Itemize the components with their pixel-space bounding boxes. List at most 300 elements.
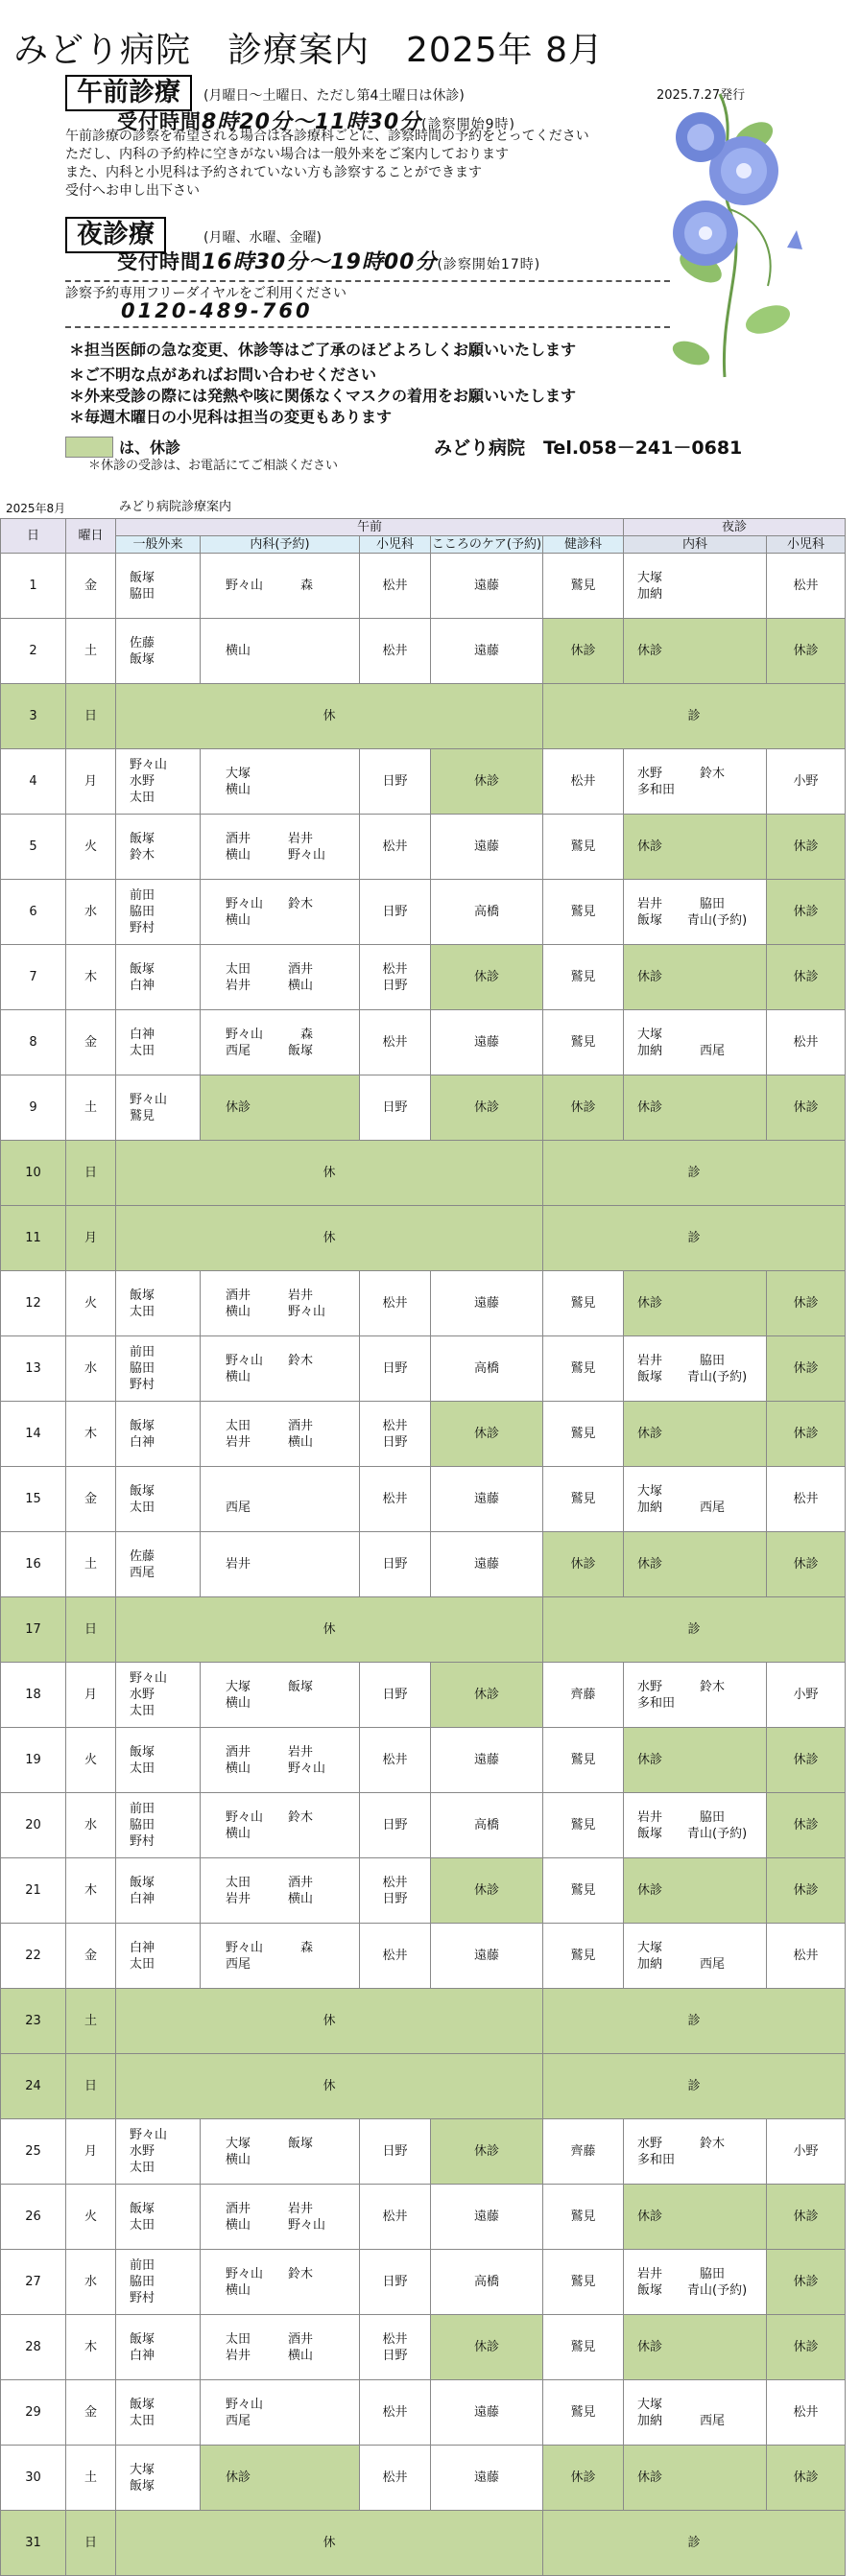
day-cell: 25 bbox=[1, 2119, 66, 2185]
weekday-cell: 日 bbox=[66, 1141, 116, 1206]
day-cell: 1 bbox=[1, 554, 66, 619]
day-cell: 16 bbox=[1, 1532, 66, 1597]
checkup-cell: 鷲見 bbox=[543, 815, 624, 880]
header-general: 一般外来 bbox=[116, 536, 201, 554]
evening-pediatrics-cell: 休診 bbox=[767, 1336, 846, 1402]
mental-cell: 遠藤 bbox=[431, 1467, 543, 1532]
evening-internal-cell: 休診 bbox=[624, 815, 767, 880]
checkup-cell: 松井 bbox=[543, 749, 624, 815]
checkup-cell: 鷲見 bbox=[543, 945, 624, 1010]
checkup-cell: 鷲見 bbox=[543, 1728, 624, 1793]
mental-cell: 遠藤 bbox=[431, 2446, 543, 2511]
day-cell: 24 bbox=[1, 2054, 66, 2119]
day-cell: 23 bbox=[1, 1989, 66, 2054]
holiday-cell: 診 bbox=[543, 684, 846, 749]
table-row bbox=[1, 554, 846, 619]
weekday-cell: 月 bbox=[66, 2119, 116, 2185]
evening-internal-cell: 大塚 加納 西尾 bbox=[624, 2380, 767, 2446]
day-cell: 29 bbox=[1, 2380, 66, 2446]
weekday-cell: 金 bbox=[66, 1924, 116, 1989]
day-cell: 9 bbox=[1, 1075, 66, 1141]
evening-pediatrics-cell: 休診 bbox=[767, 1075, 846, 1141]
checkup-cell: 鷲見 bbox=[543, 2380, 624, 2446]
day-cell: 7 bbox=[1, 945, 66, 1010]
month-title: 2025年 8月 bbox=[406, 31, 604, 70]
evening-internal-cell: 岩井 脇田 飯塚 青山(予約) bbox=[624, 1793, 767, 1858]
holiday-cell: 診 bbox=[543, 2511, 846, 2576]
table-row bbox=[1, 2380, 846, 2446]
header-mental-care: こころのケア(予約) bbox=[431, 537, 542, 552]
header-internal-reserved: 内科(予約) bbox=[201, 536, 360, 554]
evening-pediatrics-cell: 休診 bbox=[767, 1858, 846, 1924]
evening-internal-cell: 休診 bbox=[624, 945, 767, 1010]
weekday-cell: 金 bbox=[66, 2380, 116, 2446]
table-row bbox=[1, 1075, 846, 1141]
holiday-cell: 休 bbox=[116, 1989, 543, 2054]
pediatrics-cell: 日野 bbox=[360, 2250, 431, 2315]
weekday-cell: 金 bbox=[66, 1010, 116, 1075]
header-section bbox=[0, 0, 860, 515]
weekday-cell: 日 bbox=[66, 684, 116, 749]
pediatrics-cell: 松井 bbox=[360, 2185, 431, 2250]
weekday-cell: 月 bbox=[66, 749, 116, 815]
issued-date: 2025.7.27発行 bbox=[657, 88, 746, 103]
weekday-cell: 火 bbox=[66, 1728, 116, 1793]
day-cell: 2 bbox=[1, 619, 66, 684]
evening-internal-cell: 休診 bbox=[624, 2446, 767, 2511]
general-cell: 飯塚 脇田 bbox=[116, 554, 201, 619]
checkup-cell: 鷲見 bbox=[543, 1924, 624, 1989]
pediatrics-cell: 日野 bbox=[360, 1336, 431, 1402]
checkup-cell: 鷲見 bbox=[543, 1858, 624, 1924]
internal-cell: 野々山 鈴木 横山 bbox=[201, 2250, 360, 2315]
weekday-cell: 日 bbox=[66, 2054, 116, 2119]
holiday-cell: 休 bbox=[116, 2511, 543, 2576]
general-cell: 前田 脇田 野村 bbox=[116, 1793, 201, 1858]
table-row bbox=[1, 619, 846, 684]
weekday-cell: 土 bbox=[66, 1075, 116, 1141]
internal-cell: 大塚 横山 bbox=[201, 749, 360, 815]
header-dow: 曜日 bbox=[66, 519, 116, 554]
evening-internal-cell: 大塚 加納 西尾 bbox=[624, 1010, 767, 1075]
checkup-cell: 鷲見 bbox=[543, 1467, 624, 1532]
mental-cell: 遠藤 bbox=[431, 554, 543, 619]
general-cell: 飯塚 白神 bbox=[116, 945, 201, 1010]
weekday-cell: 火 bbox=[66, 2185, 116, 2250]
weekday-cell: 木 bbox=[66, 945, 116, 1010]
internal-cell: 岩井 bbox=[201, 1532, 360, 1597]
general-cell: 飯塚 太田 bbox=[116, 1271, 201, 1336]
mental-cell: 遠藤 bbox=[431, 1271, 543, 1336]
holiday-cell: 診 bbox=[543, 2054, 846, 2119]
evening-internal-cell: 休診 bbox=[624, 2315, 767, 2380]
internal-cell: 横山 bbox=[201, 619, 360, 684]
table-row bbox=[1, 1141, 846, 1206]
note-1: ＊担当医師の急な変更、休診等はご了承のほどよろしくお願いいたします bbox=[69, 341, 577, 359]
internal-cell: 野々山 森 bbox=[201, 554, 360, 619]
general-cell: 白神 太田 bbox=[116, 1010, 201, 1075]
internal-cell: 太田 酒井 岩井 横山 bbox=[201, 2315, 360, 2380]
schedule-table bbox=[0, 518, 846, 2576]
holiday-cell: 診 bbox=[543, 1206, 846, 1271]
checkup-cell: 鷲見 bbox=[543, 2315, 624, 2380]
schedule-body bbox=[1, 554, 846, 2576]
day-cell: 31 bbox=[1, 2511, 66, 2576]
evening-pediatrics-cell: 休診 bbox=[767, 945, 846, 1010]
pediatrics-cell: 日野 bbox=[360, 1075, 431, 1141]
clinic-name: みどり病院 bbox=[13, 31, 192, 70]
evening-internal-cell: 岩井 脇田 飯塚 青山(予約) bbox=[624, 2250, 767, 2315]
mental-cell: 休診 bbox=[431, 1402, 543, 1467]
evening-pediatrics-cell: 松井 bbox=[767, 1924, 846, 1989]
evening-pediatrics-cell: 小野 bbox=[767, 1663, 846, 1728]
mental-cell: 高橋 bbox=[431, 2250, 543, 2315]
general-cell: 野々山 鷲見 bbox=[116, 1075, 201, 1141]
pediatrics-cell: 日野 bbox=[360, 749, 431, 815]
evening-internal-cell: 休診 bbox=[624, 1728, 767, 1793]
table-row bbox=[1, 2185, 846, 2250]
day-cell: 18 bbox=[1, 1663, 66, 1728]
evening-pediatrics-cell: 休診 bbox=[767, 1793, 846, 1858]
evening-pediatrics-cell: 小野 bbox=[767, 749, 846, 815]
pediatrics-cell: 松井 bbox=[360, 2380, 431, 2446]
general-cell: 飯塚 鈴木 bbox=[116, 815, 201, 880]
section-title: 診療案内 bbox=[227, 31, 370, 70]
checkup-cell: 鷲見 bbox=[543, 2185, 624, 2250]
header-day: 日 bbox=[1, 519, 66, 554]
evening-internal-cell: 大塚 加納 西尾 bbox=[624, 1924, 767, 1989]
evening-pediatrics-cell: 松井 bbox=[767, 1010, 846, 1075]
mental-cell: 遠藤 bbox=[431, 619, 543, 684]
table-row bbox=[1, 1728, 846, 1793]
weekday-cell: 水 bbox=[66, 1793, 116, 1858]
evening-internal-cell: 休診 bbox=[624, 619, 767, 684]
mental-cell: 遠藤 bbox=[431, 1010, 543, 1075]
evening-pediatrics-cell: 松井 bbox=[767, 554, 846, 619]
contact-phone: みどり病院 Tel.058－241－0681 bbox=[434, 437, 743, 459]
mental-cell: 休診 bbox=[431, 1075, 543, 1141]
mental-cell: 高橋 bbox=[431, 1336, 543, 1402]
header-pediatrics: 小児科 bbox=[360, 536, 431, 554]
weekday-cell: 日 bbox=[66, 1597, 116, 1663]
evening-pediatrics-cell: 休診 bbox=[767, 2185, 846, 2250]
table-row bbox=[1, 2315, 846, 2380]
checkup-cell: 休診 bbox=[543, 2446, 624, 2511]
internal-cell: 酒井 岩井 横山 野々山 bbox=[201, 1271, 360, 1336]
holiday-cell: 休 bbox=[116, 1206, 543, 1271]
evening-internal-cell: 水野 鈴木 多和田 bbox=[624, 2119, 767, 2185]
general-cell: 前田 脇田 野村 bbox=[116, 1336, 201, 1402]
page-title bbox=[13, 23, 640, 72]
pediatrics-cell: 松井 bbox=[360, 1010, 431, 1075]
table-caption: みどり病院診療案内 bbox=[119, 500, 232, 514]
evening-pediatrics-cell: 休診 bbox=[767, 815, 846, 880]
day-cell: 13 bbox=[1, 1336, 66, 1402]
evening-pediatrics-cell: 休診 bbox=[767, 1532, 846, 1597]
pediatrics-cell: 松井 bbox=[360, 1728, 431, 1793]
day-cell: 17 bbox=[1, 1597, 66, 1663]
mental-cell: 休診 bbox=[431, 2119, 543, 2185]
weekday-cell: 火 bbox=[66, 1271, 116, 1336]
internal-cell: 野々山 森 西尾 bbox=[201, 1924, 360, 1989]
pediatrics-cell: 松井 bbox=[360, 554, 431, 619]
evening-hours: 16時30分～19時00分 bbox=[202, 250, 438, 274]
day-cell: 10 bbox=[1, 1141, 66, 1206]
table-row bbox=[1, 1206, 846, 1271]
general-cell: 佐藤 西尾 bbox=[116, 1532, 201, 1597]
checkup-cell: 齊藤 bbox=[543, 2119, 624, 2185]
evening-internal-cell: 大塚 加納 bbox=[624, 554, 767, 619]
general-cell: 佐藤 飯塚 bbox=[116, 619, 201, 684]
general-cell: 飯塚 太田 bbox=[116, 2380, 201, 2446]
weekday-cell: 土 bbox=[66, 1532, 116, 1597]
mental-cell: 遠藤 bbox=[431, 1728, 543, 1793]
table-row bbox=[1, 2250, 846, 2315]
general-cell: 野々山 水野 太田 bbox=[116, 1663, 201, 1728]
pediatrics-cell: 日野 bbox=[360, 1663, 431, 1728]
holiday-cell: 休 bbox=[116, 684, 543, 749]
internal-cell: 野々山 鈴木 横山 bbox=[201, 1336, 360, 1402]
evening-internal-cell: 水野 鈴木 多和田 bbox=[624, 1663, 767, 1728]
pediatrics-cell: 松井 日野 bbox=[360, 1858, 431, 1924]
internal-cell: 野々山 森 西尾 飯塚 bbox=[201, 1010, 360, 1075]
evening-pediatrics-cell: 休診 bbox=[767, 1728, 846, 1793]
weekday-cell: 木 bbox=[66, 2315, 116, 2380]
day-cell: 5 bbox=[1, 815, 66, 880]
checkup-cell: 鷲見 bbox=[543, 1271, 624, 1336]
general-cell: 大塚 飯塚 bbox=[116, 2446, 201, 2511]
internal-cell: 休診 bbox=[201, 1075, 360, 1141]
evening-internal-cell: 水野 鈴木 多和田 bbox=[624, 749, 767, 815]
weekday-cell: 月 bbox=[66, 1663, 116, 1728]
weekday-cell: 木 bbox=[66, 1858, 116, 1924]
weekday-cell: 木 bbox=[66, 1402, 116, 1467]
weekday-cell: 土 bbox=[66, 2446, 116, 2511]
evening-pediatrics-cell: 休診 bbox=[767, 2446, 846, 2511]
day-cell: 11 bbox=[1, 1206, 66, 1271]
checkup-cell: 齊藤 bbox=[543, 1663, 624, 1728]
evening-pediatrics-cell: 松井 bbox=[767, 1467, 846, 1532]
mental-cell: 遠藤 bbox=[431, 2185, 543, 2250]
table-row bbox=[1, 945, 846, 1010]
checkup-cell: 鷲見 bbox=[543, 880, 624, 945]
table-row bbox=[1, 2446, 846, 2511]
day-cell: 26 bbox=[1, 2185, 66, 2250]
table-row bbox=[1, 2511, 846, 2576]
internal-cell: 野々山 鈴木 横山 bbox=[201, 880, 360, 945]
table-row bbox=[1, 1597, 846, 1663]
evening-internal-cell: 休診 bbox=[624, 1402, 767, 1467]
evening-pediatrics-cell: 松井 bbox=[767, 2380, 846, 2446]
table-row bbox=[1, 880, 846, 945]
evening-internal-cell: 大塚 加納 西尾 bbox=[624, 1467, 767, 1532]
morning-line-4: 受付へお申し出下さい bbox=[65, 183, 200, 199]
weekday-cell: 金 bbox=[66, 554, 116, 619]
day-cell: 4 bbox=[1, 749, 66, 815]
reserve-text: 診察予約専用フリーダイヤルをご利用ください bbox=[65, 286, 347, 301]
general-cell: 飯塚 太田 bbox=[116, 1728, 201, 1793]
pediatrics-cell: 日野 bbox=[360, 2119, 431, 2185]
general-cell: 飯塚 白神 bbox=[116, 1402, 201, 1467]
checkup-cell: 休診 bbox=[543, 619, 624, 684]
weekday-cell: 土 bbox=[66, 619, 116, 684]
morning-hours: 8時20分～11時30分 bbox=[202, 110, 422, 134]
day-cell: 8 bbox=[1, 1010, 66, 1075]
evening-label: 夜診療 bbox=[65, 217, 166, 253]
pediatrics-cell: 日野 bbox=[360, 880, 431, 945]
table-row bbox=[1, 1532, 846, 1597]
mental-cell: 遠藤 bbox=[431, 2380, 543, 2446]
general-cell: 飯塚 白神 bbox=[116, 2315, 201, 2380]
day-cell: 14 bbox=[1, 1402, 66, 1467]
checkup-cell: 鷲見 bbox=[543, 1336, 624, 1402]
holiday-cell: 診 bbox=[543, 1141, 846, 1206]
general-cell: 飯塚 白神 bbox=[116, 1858, 201, 1924]
table-row bbox=[1, 1336, 846, 1402]
holiday-cell: 休 bbox=[116, 1597, 543, 1663]
table-caption-left: 2025年8月 bbox=[6, 502, 66, 515]
evening-pediatrics-cell: 休診 bbox=[767, 2315, 846, 2380]
checkup-cell: 鷲見 bbox=[543, 1010, 624, 1075]
note-3: ＊外来受診の際には発熱や咳に関係なくマスクの着用をお願いいたします bbox=[69, 387, 577, 405]
holiday-cell: 休 bbox=[116, 1141, 543, 1206]
weekday-cell: 土 bbox=[66, 1989, 116, 2054]
table-row bbox=[1, 684, 846, 749]
evening-internal-cell: 休診 bbox=[624, 2185, 767, 2250]
day-cell: 20 bbox=[1, 1793, 66, 1858]
mental-cell: 高橋 bbox=[431, 1793, 543, 1858]
table-row bbox=[1, 1663, 846, 1728]
header-morning: 午前 bbox=[116, 519, 624, 536]
pediatrics-cell: 松井 日野 bbox=[360, 2315, 431, 2380]
day-cell: 22 bbox=[1, 1924, 66, 1989]
weekday-cell: 水 bbox=[66, 880, 116, 945]
pediatrics-cell: 日野 bbox=[360, 1532, 431, 1597]
header-evening-pediatrics: 小児科 bbox=[767, 536, 846, 554]
checkup-cell: 鷲見 bbox=[543, 1402, 624, 1467]
holiday-cell: 休 bbox=[116, 2054, 543, 2119]
internal-cell: 太田 酒井 岩井 横山 bbox=[201, 945, 360, 1010]
table-row bbox=[1, 749, 846, 815]
legend-text: は、休診 bbox=[119, 438, 181, 457]
internal-cell: 大塚 飯塚 横山 bbox=[201, 1663, 360, 1728]
divider bbox=[65, 280, 670, 282]
evening-pediatrics-cell: 休診 bbox=[767, 880, 846, 945]
weekday-cell: 日 bbox=[66, 2511, 116, 2576]
day-cell: 6 bbox=[1, 880, 66, 945]
internal-cell: 酒井 岩井 横山 野々山 bbox=[201, 815, 360, 880]
pediatrics-cell: 松井 日野 bbox=[360, 945, 431, 1010]
evening-pediatrics-cell: 小野 bbox=[767, 2119, 846, 2185]
header-evening-internal: 内科 bbox=[624, 536, 767, 554]
general-cell: 前田 脇田 野村 bbox=[116, 2250, 201, 2315]
table-row bbox=[1, 2119, 846, 2185]
day-cell: 21 bbox=[1, 1858, 66, 1924]
pediatrics-cell: 松井 bbox=[360, 1467, 431, 1532]
pediatrics-cell: 松井 bbox=[360, 1924, 431, 1989]
mental-cell: 休診 bbox=[431, 749, 543, 815]
table-row bbox=[1, 1989, 846, 2054]
checkup-cell: 鷲見 bbox=[543, 554, 624, 619]
evening-internal-cell: 岩井 脇田 飯塚 青山(予約) bbox=[624, 1336, 767, 1402]
table-row bbox=[1, 1793, 846, 1858]
internal-cell: 太田 酒井 岩井 横山 bbox=[201, 1858, 360, 1924]
table-row bbox=[1, 2054, 846, 2119]
note-2: ＊ご不明な点があればお問い合わせください bbox=[69, 366, 377, 384]
note-4: ＊毎週木曜日の小児科は担当の変更もあります bbox=[69, 408, 393, 426]
divider bbox=[65, 326, 670, 328]
evening-pediatrics-cell: 休診 bbox=[767, 2250, 846, 2315]
internal-cell: 野々山 鈴木 横山 bbox=[201, 1793, 360, 1858]
morning-label: 午前診療 bbox=[65, 75, 192, 111]
day-cell: 3 bbox=[1, 684, 66, 749]
evening-time: 受付時間16時30分～19時00分(診察開始17時) bbox=[117, 250, 541, 274]
table-row bbox=[1, 1271, 846, 1336]
reserve-phone: 0120-489-760 bbox=[121, 299, 313, 322]
table-row bbox=[1, 1402, 846, 1467]
day-cell: 15 bbox=[1, 1467, 66, 1532]
holiday-legend-swatch bbox=[65, 437, 113, 458]
checkup-cell: 鷲見 bbox=[543, 1793, 624, 1858]
morning-time: 受付時間8時20分～11時30分(診察開始9時) bbox=[117, 110, 515, 134]
table-row bbox=[1, 1924, 846, 1989]
pediatrics-cell: 松井 bbox=[360, 619, 431, 684]
internal-cell: 西尾 bbox=[201, 1467, 360, 1532]
mental-cell: 休診 bbox=[431, 1858, 543, 1924]
general-cell: 飯塚 太田 bbox=[116, 2185, 201, 2250]
weekday-cell: 水 bbox=[66, 2250, 116, 2315]
header-evening: 夜診 bbox=[624, 519, 846, 536]
weekday-cell: 月 bbox=[66, 1206, 116, 1271]
day-cell: 28 bbox=[1, 2315, 66, 2380]
evening-internal-cell: 休診 bbox=[624, 1271, 767, 1336]
weekday-cell: 金 bbox=[66, 1467, 116, 1532]
morning-days: (月曜日～土曜日、ただし第4土曜日は休診) bbox=[203, 88, 465, 104]
internal-cell: 大塚 飯塚 横山 bbox=[201, 2119, 360, 2185]
general-cell: 野々山 水野 太田 bbox=[116, 2119, 201, 2185]
day-cell: 12 bbox=[1, 1271, 66, 1336]
mental-cell: 高橋 bbox=[431, 880, 543, 945]
holiday-cell: 診 bbox=[543, 1597, 846, 1663]
general-cell: 野々山 水野 太田 bbox=[116, 749, 201, 815]
checkup-cell: 休診 bbox=[543, 1532, 624, 1597]
pediatrics-cell: 松井 bbox=[360, 2446, 431, 2511]
internal-cell: 休診 bbox=[201, 2446, 360, 2511]
general-cell: 前田 脇田 野村 bbox=[116, 880, 201, 945]
evening-internal-cell: 休診 bbox=[624, 1858, 767, 1924]
mental-cell: 遠藤 bbox=[431, 1924, 543, 1989]
weekday-cell: 火 bbox=[66, 815, 116, 880]
internal-cell: 酒井 岩井 横山 野々山 bbox=[201, 2185, 360, 2250]
table-row bbox=[1, 1858, 846, 1924]
checkup-cell: 鷲見 bbox=[543, 2250, 624, 2315]
holiday-cell: 診 bbox=[543, 1989, 846, 2054]
weekday-cell: 水 bbox=[66, 1336, 116, 1402]
mental-cell: 休診 bbox=[431, 945, 543, 1010]
evening-pediatrics-cell: 休診 bbox=[767, 1271, 846, 1336]
morning-line-1: 午前診療の診察を希望される場合は各診療科ごとに、診察時間の予約をとってください bbox=[65, 129, 589, 144]
mental-cell: 休診 bbox=[431, 1663, 543, 1728]
internal-cell: 太田 酒井 岩井 横山 bbox=[201, 1402, 360, 1467]
mental-cell: 遠藤 bbox=[431, 1532, 543, 1597]
mental-cell: 休診 bbox=[431, 2315, 543, 2380]
day-cell: 30 bbox=[1, 2446, 66, 2511]
evening-days: (月曜、水曜、金曜) bbox=[203, 230, 322, 246]
general-cell: 白神 太田 bbox=[116, 1924, 201, 1989]
evening-internal-cell: 岩井 脇田 飯塚 青山(予約) bbox=[624, 880, 767, 945]
table-row bbox=[1, 1010, 846, 1075]
evening-pediatrics-cell: 休診 bbox=[767, 619, 846, 684]
